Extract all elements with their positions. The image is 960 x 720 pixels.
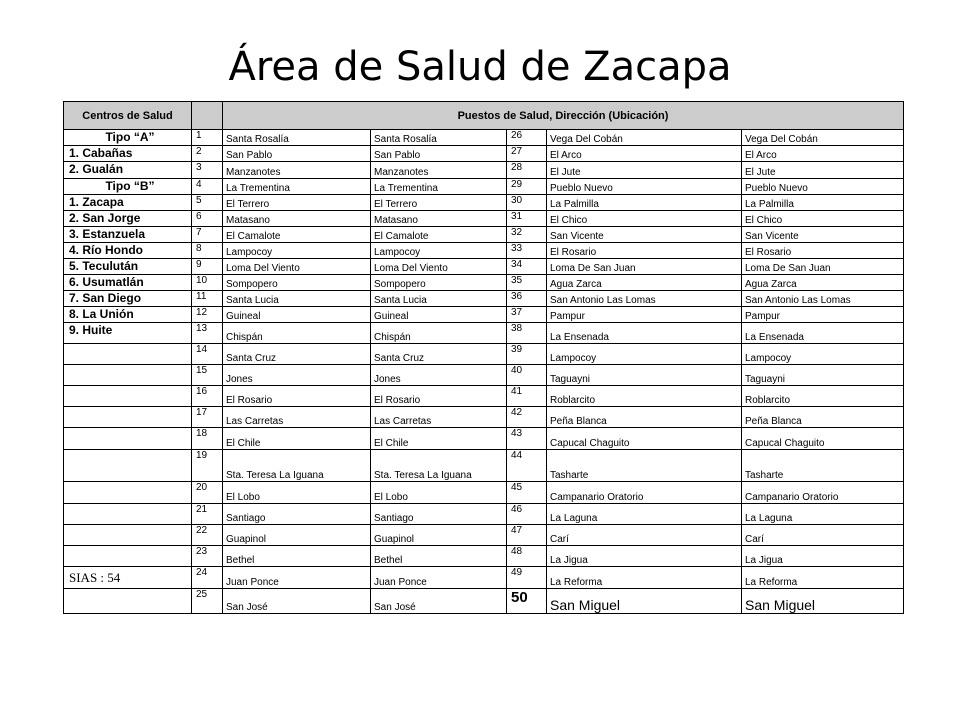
number-cell-right: 44 [507, 450, 547, 482]
direccion-cell-left: Sta. Teresa La Iguana [371, 450, 507, 482]
direccion-cell-right: Taguayni [742, 365, 904, 386]
direccion-cell-right: El Arco [742, 146, 904, 162]
table-row [64, 243, 904, 259]
puesto-cell-right: Carí [547, 525, 742, 546]
number-cell-right: 43 [507, 428, 547, 450]
puesto-cell-left: Matasano [223, 211, 371, 227]
puesto-cell-left: El Camalote [223, 227, 371, 243]
puesto-cell-right: San Vicente [547, 227, 742, 243]
direccion-cell-left: Santa Lucia [371, 291, 507, 307]
table-row [64, 259, 904, 275]
puesto-cell-left: Loma Del Viento [223, 259, 371, 275]
number-cell-right: 27 [507, 146, 547, 162]
number-cell-right: 42 [507, 407, 547, 428]
direccion-cell-right: Peña Blanca [742, 407, 904, 428]
puesto-cell-left: El Terrero [223, 195, 371, 211]
direccion-cell-left: Chispán [371, 323, 507, 344]
puesto-cell-right: El Jute [547, 162, 742, 179]
puesto-cell-right: La Reforma [547, 567, 742, 589]
centro-cell [64, 450, 192, 482]
number-cell-right: 40 [507, 365, 547, 386]
direccion-cell-right: La Ensenada [742, 323, 904, 344]
number-cell-right: 28 [507, 162, 547, 179]
direccion-cell-left: Sompopero [371, 275, 507, 291]
table-row [64, 211, 904, 227]
direccion-cell-left: Santa Cruz [371, 344, 507, 365]
table-body [64, 130, 904, 614]
centro-cell: 1. Zacapa [64, 195, 192, 211]
number-cell-right: 34 [507, 259, 547, 275]
direccion-cell-right: El Jute [742, 162, 904, 179]
header-puestos: Puestos de Salud, Dirección (Ubicación) [223, 102, 904, 130]
direccion-cell-left: Juan Ponce [371, 567, 507, 589]
direccion-cell-left: Manzanotes [371, 162, 507, 179]
puesto-cell-right: Capucal Chaguito [547, 428, 742, 450]
direccion-cell-left: Guapinol [371, 525, 507, 546]
table-row [64, 195, 904, 211]
centro-cell: 5. Teculután [64, 259, 192, 275]
puesto-cell-left: Jones [223, 365, 371, 386]
centro-cell: 9. Huite [64, 323, 192, 344]
number-cell-right: 41 [507, 386, 547, 407]
number-cell-left: 19 [192, 450, 223, 482]
puesto-cell-left: El Rosario [223, 386, 371, 407]
table-row [64, 407, 904, 428]
number-cell-right: 49 [507, 567, 547, 589]
number-cell-left: 6 [192, 211, 223, 227]
number-cell-right: 30 [507, 195, 547, 211]
centro-cell [64, 407, 192, 428]
direccion-cell-left: El Lobo [371, 482, 507, 504]
direccion-cell-right: Capucal Chaguito [742, 428, 904, 450]
centro-cell: 2. San Jorge [64, 211, 192, 227]
page-title: Área de Salud de Zacapa [228, 44, 732, 90]
puesto-cell-left: Santiago [223, 504, 371, 525]
number-cell-left: 15 [192, 365, 223, 386]
puesto-cell-right: Pueblo Nuevo [547, 179, 742, 195]
number-cell-left: 24 [192, 567, 223, 589]
centro-cell: 8. La Unión [64, 307, 192, 323]
number-cell-left: 20 [192, 482, 223, 504]
centro-cell: 4. Río Hondo [64, 243, 192, 259]
puesto-cell-left: Bethel [223, 546, 371, 567]
centro-cell [64, 344, 192, 365]
puesto-cell-left: Santa Lucia [223, 291, 371, 307]
number-cell-left: 21 [192, 504, 223, 525]
puesto-cell-right: Agua Zarca [547, 275, 742, 291]
number-cell-left: 11 [192, 291, 223, 307]
direccion-cell-left: Lampocoy [371, 243, 507, 259]
direccion-cell-left: Bethel [371, 546, 507, 567]
direccion-cell-left: La Trementina [371, 179, 507, 195]
puesto-cell-left: Las Carretas [223, 407, 371, 428]
puesto-cell-right: El Rosario [547, 243, 742, 259]
number-cell-left: 18 [192, 428, 223, 450]
direccion-cell-right: Roblarcito [742, 386, 904, 407]
centro-cell [64, 482, 192, 504]
table-row [64, 179, 904, 195]
direccion-cell-right: Pueblo Nuevo [742, 179, 904, 195]
puesto-cell-right: Taguayni [547, 365, 742, 386]
puesto-cell-right: Peña Blanca [547, 407, 742, 428]
table-row [64, 546, 904, 567]
number-cell-left: 23 [192, 546, 223, 567]
number-cell-right: 29 [507, 179, 547, 195]
puesto-cell-left: La Trementina [223, 179, 371, 195]
table-row [64, 291, 904, 307]
puesto-cell-left: Chispán [223, 323, 371, 344]
puesto-cell-left: San Pablo [223, 146, 371, 162]
number-cell-left: 13 [192, 323, 223, 344]
puesto-cell-left: Santa Rosalía [223, 130, 371, 146]
direccion-cell-right: Carí [742, 525, 904, 546]
direccion-cell-right: La Reforma [742, 567, 904, 589]
puesto-cell-left: Guapinol [223, 525, 371, 546]
direccion-cell-right: Vega Del Cobán [742, 130, 904, 146]
number-cell-left: 2 [192, 146, 223, 162]
centro-cell [64, 504, 192, 525]
puesto-cell-right: San Antonio Las Lomas [547, 291, 742, 307]
direccion-cell-right: Pampur [742, 307, 904, 323]
direccion-cell-right: La Jigua [742, 546, 904, 567]
direccion-cell-left: Santiago [371, 504, 507, 525]
centro-cell [64, 428, 192, 450]
number-cell-left: 5 [192, 195, 223, 211]
number-cell-right: 48 [507, 546, 547, 567]
table-row [64, 307, 904, 323]
direccion-cell-left: Guineal [371, 307, 507, 323]
number-cell-right: 35 [507, 275, 547, 291]
table-row [64, 504, 904, 525]
direccion-cell-left: San José [371, 589, 507, 614]
table-row [64, 450, 904, 482]
header-centros: Centros de Salud [64, 102, 192, 130]
puesto-cell-right: San Miguel [547, 589, 742, 614]
puesto-cell-right: Lampocoy [547, 344, 742, 365]
number-cell-left: 17 [192, 407, 223, 428]
puesto-cell-right: Pampur [547, 307, 742, 323]
table-row [64, 146, 904, 162]
centro-cell: 7. San Diego [64, 291, 192, 307]
direccion-cell-right: La Laguna [742, 504, 904, 525]
direccion-cell-right: Tasharte [742, 450, 904, 482]
direccion-cell-right: La Palmilla [742, 195, 904, 211]
puesto-cell-right: El Arco [547, 146, 742, 162]
table-row [64, 323, 904, 344]
table-row [64, 525, 904, 546]
centro-cell [64, 365, 192, 386]
centro-cell [64, 525, 192, 546]
puesto-cell-left: Guineal [223, 307, 371, 323]
direccion-cell-left: Loma Del Viento [371, 259, 507, 275]
puesto-cell-left: Santa Cruz [223, 344, 371, 365]
direccion-cell-left: El Chile [371, 428, 507, 450]
direccion-cell-right: Campanario Oratorio [742, 482, 904, 504]
number-cell-right: 26 [507, 130, 547, 146]
centro-cell: 3. Estanzuela [64, 227, 192, 243]
number-cell-left: 22 [192, 525, 223, 546]
number-cell-left: 1 [192, 130, 223, 146]
number-cell-left: 10 [192, 275, 223, 291]
direccion-cell-right: Lampocoy [742, 344, 904, 365]
puesto-cell-left: Lampocoy [223, 243, 371, 259]
number-cell-left: 14 [192, 344, 223, 365]
centro-cell: 1. Cabañas [64, 146, 192, 162]
number-cell-left: 12 [192, 307, 223, 323]
table-row [64, 130, 904, 146]
centro-cell [64, 589, 192, 614]
table-row [64, 365, 904, 386]
number-cell-right: 33 [507, 243, 547, 259]
number-cell-right: 45 [507, 482, 547, 504]
direccion-cell-left: El Rosario [371, 386, 507, 407]
direccion-cell-left: Santa Rosalía [371, 130, 507, 146]
centro-cell: SIAS : 54 [64, 567, 192, 589]
puesto-cell-right: La Laguna [547, 504, 742, 525]
health-area-table [63, 101, 904, 614]
number-cell-left: 7 [192, 227, 223, 243]
direccion-cell-right: San Vicente [742, 227, 904, 243]
table-row [64, 344, 904, 365]
direccion-cell-right: Agua Zarca [742, 275, 904, 291]
direccion-cell-right: El Chico [742, 211, 904, 227]
table-row [64, 482, 904, 504]
centro-cell [64, 386, 192, 407]
puesto-cell-left: San José [223, 589, 371, 614]
number-cell-right: 31 [507, 211, 547, 227]
number-cell-right: 39 [507, 344, 547, 365]
direccion-cell-left: Las Carretas [371, 407, 507, 428]
number-cell-left: 9 [192, 259, 223, 275]
number-cell-right: 50 [507, 589, 547, 614]
number-cell-right: 36 [507, 291, 547, 307]
puesto-cell-right: Vega Del Cobán [547, 130, 742, 146]
puesto-cell-left: El Lobo [223, 482, 371, 504]
direccion-cell-right: El Rosario [742, 243, 904, 259]
direccion-cell-left: El Camalote [371, 227, 507, 243]
direccion-cell-right: San Miguel [742, 589, 904, 614]
puesto-cell-right: El Chico [547, 211, 742, 227]
direccion-cell-left: Matasano [371, 211, 507, 227]
puesto-cell-right: La Ensenada [547, 323, 742, 344]
number-cell-left: 3 [192, 162, 223, 179]
table-row [64, 162, 904, 179]
table-row [64, 227, 904, 243]
puesto-cell-right: La Palmilla [547, 195, 742, 211]
centro-cell: Tipo “A” [64, 130, 192, 146]
centro-cell [64, 546, 192, 567]
table-row [64, 275, 904, 291]
number-cell-left: 25 [192, 589, 223, 614]
number-cell-left: 4 [192, 179, 223, 195]
puesto-cell-right: Roblarcito [547, 386, 742, 407]
direccion-cell-right: Loma De San Juan [742, 259, 904, 275]
number-cell-right: 38 [507, 323, 547, 344]
puesto-cell-right: Campanario Oratorio [547, 482, 742, 504]
puesto-cell-left: El Chile [223, 428, 371, 450]
number-cell-right: 37 [507, 307, 547, 323]
puesto-cell-left: Manzanotes [223, 162, 371, 179]
puesto-cell-right: La Jigua [547, 546, 742, 567]
direccion-cell-left: Jones [371, 365, 507, 386]
centro-cell: Tipo “B” [64, 179, 192, 195]
table-row [64, 589, 904, 614]
number-cell-right: 47 [507, 525, 547, 546]
puesto-cell-right: Loma De San Juan [547, 259, 742, 275]
puesto-cell-left: Sompopero [223, 275, 371, 291]
table-row [64, 567, 904, 589]
number-cell-left: 8 [192, 243, 223, 259]
direccion-cell-right: San Antonio Las Lomas [742, 291, 904, 307]
number-cell-right: 46 [507, 504, 547, 525]
header-blank [192, 102, 223, 130]
puesto-cell-left: Sta. Teresa La Iguana [223, 450, 371, 482]
direccion-cell-left: El Terrero [371, 195, 507, 211]
table-row [64, 428, 904, 450]
centro-cell: 2. Gualán [64, 162, 192, 179]
table-row [64, 386, 904, 407]
number-cell-right: 32 [507, 227, 547, 243]
number-cell-left: 16 [192, 386, 223, 407]
direccion-cell-left: San Pablo [371, 146, 507, 162]
puesto-cell-left: Juan Ponce [223, 567, 371, 589]
centro-cell: 6. Usumatlán [64, 275, 192, 291]
puesto-cell-right: Tasharte [547, 450, 742, 482]
